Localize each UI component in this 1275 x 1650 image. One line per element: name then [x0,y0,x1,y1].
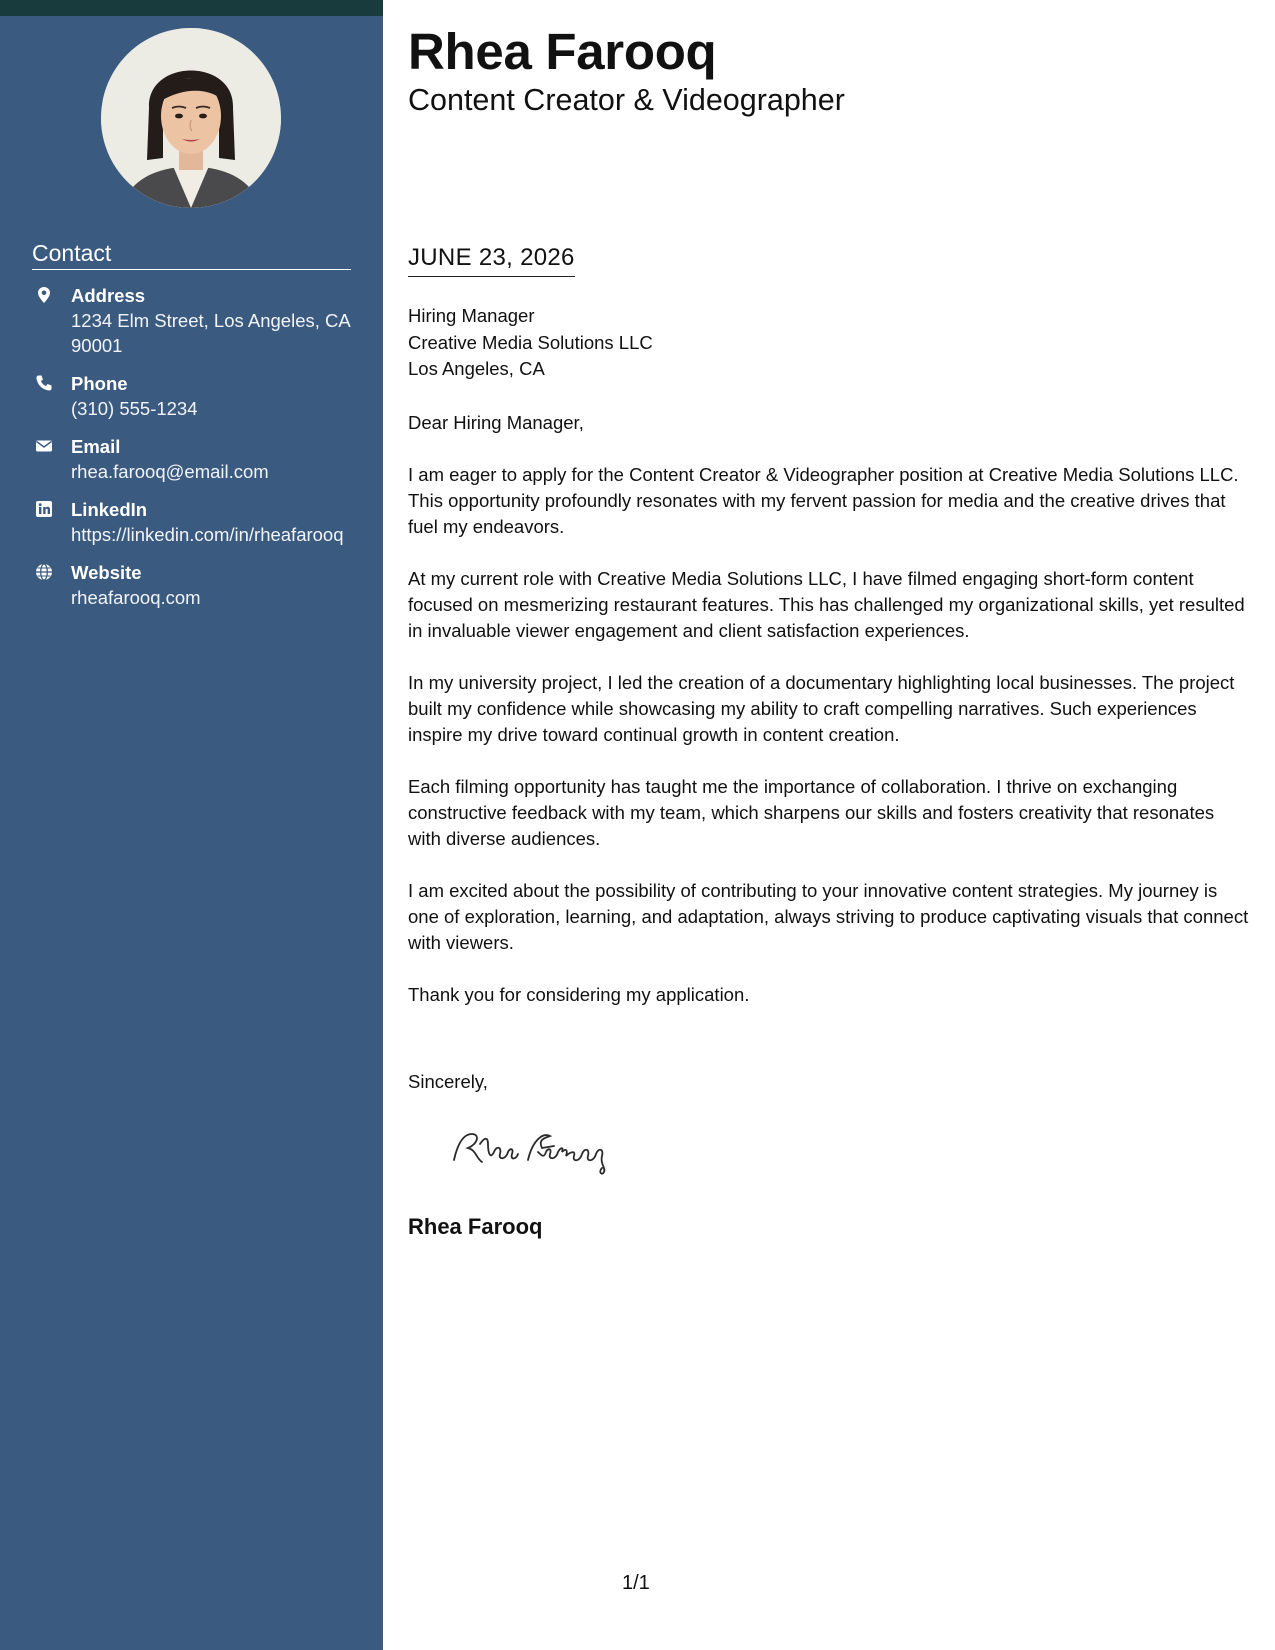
body-paragraph: I am eager to apply for the Content Creator & Videographer position at Creative Media Solutions LLC. This opportunity profoundly resonates with my fervent passion for media and the creative drives that fuel my endeavors. [408,464,1239,537]
sidebar [0,0,383,1650]
recipient-line: Los Angeles, CA [408,358,545,379]
body-paragraph: At my current role with Creative Media Solutions LLC, I have filmed engaging short-form content focused on mesmerizing restaurant features. This has challenged my organizational skills, yet resulted in invaluable viewer engagement and client satisfaction experiences. [408,568,1245,641]
contact-list [32,284,354,624]
page-number: 1/1 [622,1572,650,1594]
phone-icon [35,374,53,392]
contact-label-website: Website [71,562,142,583]
map-pin-icon [35,286,53,304]
job-title: Content Creator & Videographer [408,83,845,117]
letter-date: JUNE 23, 2026 [408,244,575,277]
recipient-line: Hiring Manager [408,305,535,326]
signer-name: Rhea Farooq [408,1214,543,1239]
contact-value-email[interactable]: rhea.farooq@email.com [71,461,269,482]
body-paragraph: I am excited about the possibility of contributing to your innovative content strategies. My journey is one of exploration, learning, and adaptation, always striving to produce captivating visuals that connect with viewers. [408,880,1249,953]
contact-item-website [32,561,354,610]
portrait-photo [101,28,281,208]
recipient-line: Creative Media Solutions LLC [408,331,653,353]
contact-item-phone [32,372,354,421]
contact-label-email: Email [71,436,121,457]
contact-item-address [32,284,354,358]
avatar [101,28,281,208]
letter-body [408,410,1250,1034]
contact-item-linkedin [32,498,354,547]
envelope-icon [35,437,53,455]
linkedin-icon [35,500,53,518]
contact-label-linkedin: LinkedIn [71,499,148,520]
closing: Sincerely, [408,1071,488,1092]
contact-heading: Contact [32,240,351,270]
handwritten-signature [446,1122,646,1178]
body-paragraph: Each filming opportunity has taught me the importance of collaboration. I thrive on exchanging constructive feedback with my team, which sharpens our skills and fosters creativity that resonates with diverse audiences. [408,776,1215,849]
salutation: Dear Hiring Manager, [408,412,584,433]
contact-value-address: 1234 Elm Street, Los Angeles, CA 90001 [71,310,350,356]
recipient-block [408,303,653,383]
body-paragraph: Thank you for considering my application. [408,984,750,1005]
contact-value-linkedin[interactable]: https://linkedin.com/in/rheafarooq [71,524,344,545]
contact-item-email [32,435,354,484]
contact-label-phone: Phone [71,373,128,394]
globe-icon [35,563,53,581]
applicant-name: Rhea Farooq [408,23,717,80]
contact-value-website[interactable]: rheafarooq.com [71,587,201,608]
sidebar-top-bar [0,0,383,16]
body-paragraph: In my university project, I led the creation of a documentary highlighting local businesses. The project built my confidence while showcasing my ability to craft compelling narratives. Such experiences inspire my drive toward continual growth in content creation. [408,672,1235,745]
contact-label-address: Address [71,285,146,306]
contact-value-phone: (310) 555-1234 [71,398,198,419]
